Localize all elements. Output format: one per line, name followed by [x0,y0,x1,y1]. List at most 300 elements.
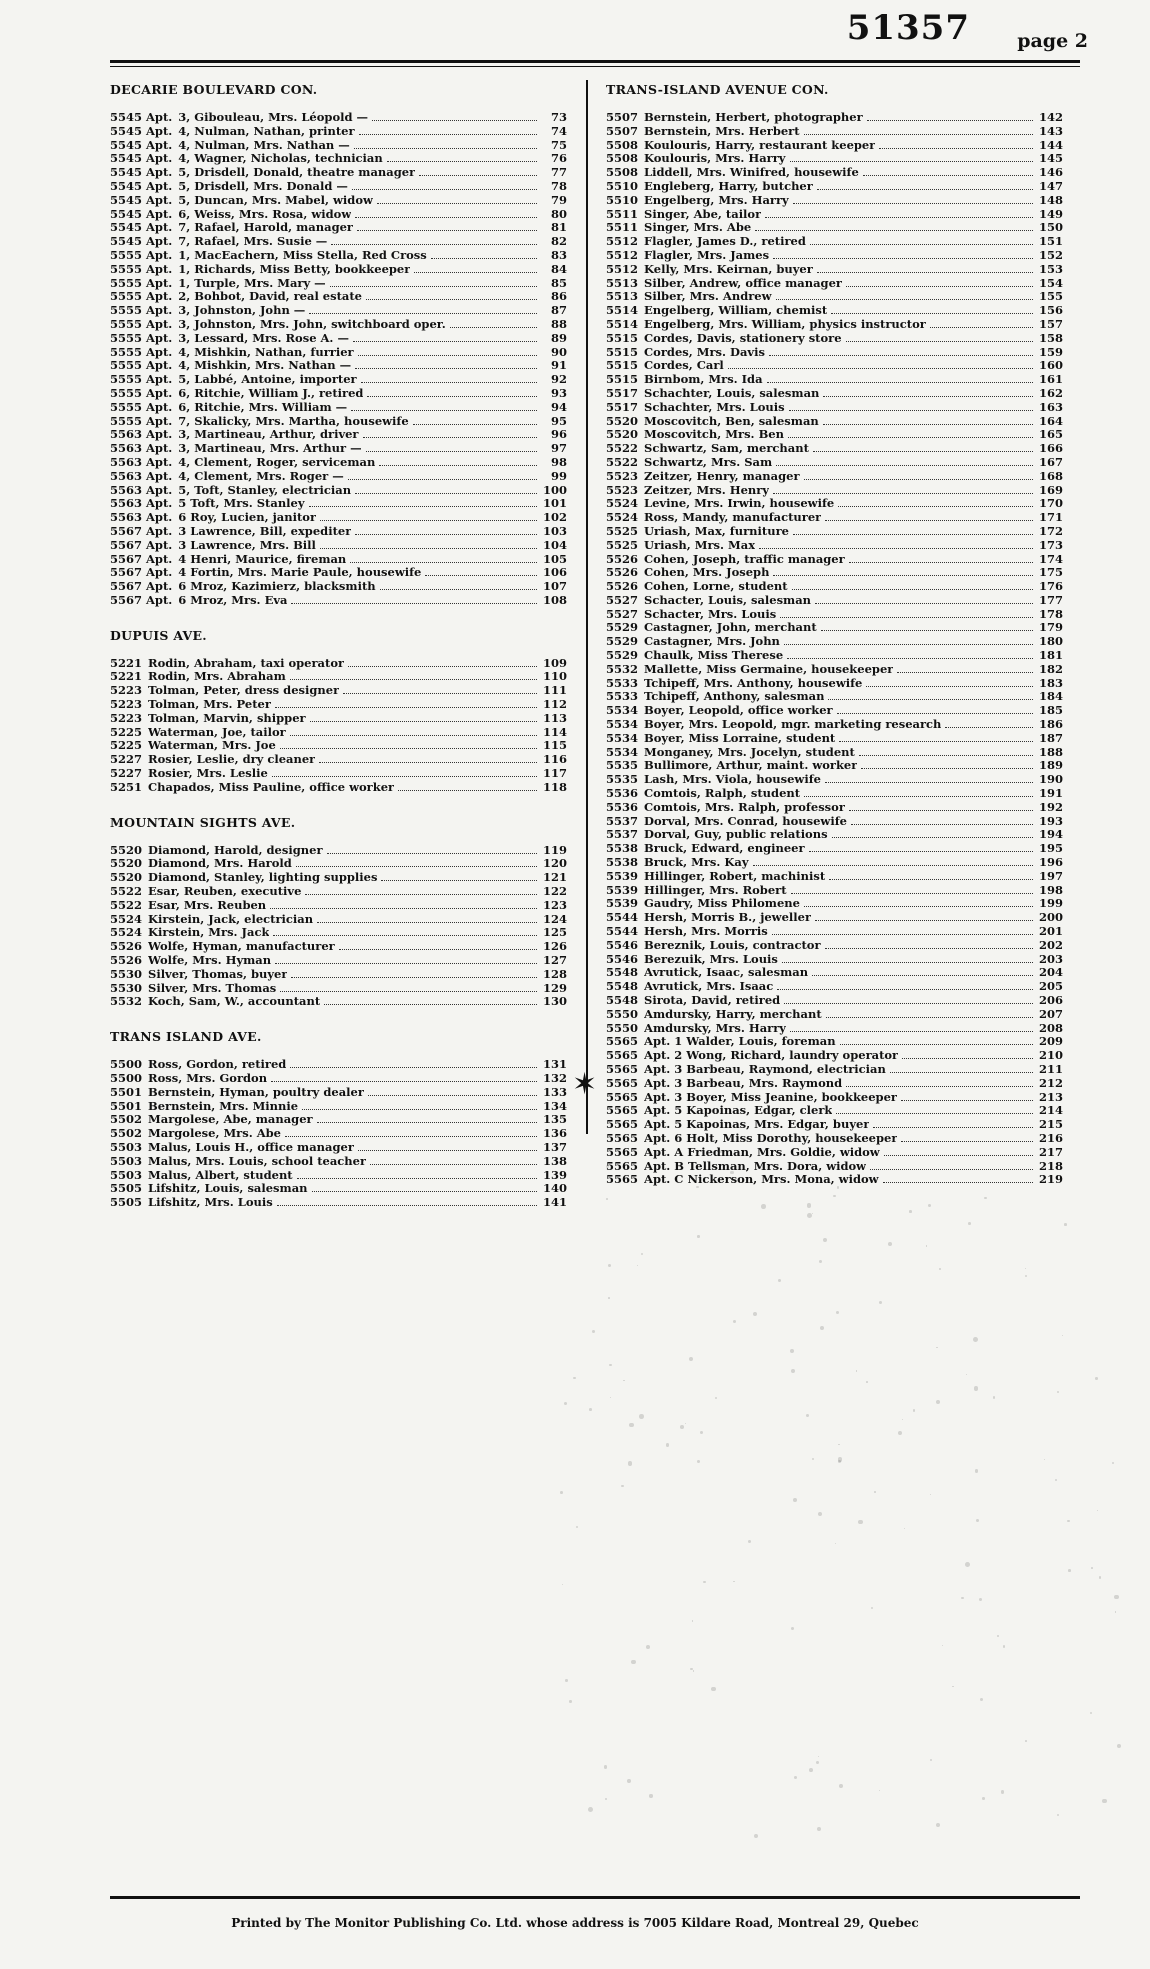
dot-leader [831,304,1033,314]
paper-speck [839,1784,843,1788]
dot-leader [773,249,1033,259]
dot-leader [331,235,537,245]
dot-leader [776,456,1033,466]
directory-entry [110,1113,567,1127]
entry-address: 5555 Apt. [110,316,173,331]
entry-number: 139 [542,1167,567,1182]
directory-entry [110,456,567,470]
directory-entry [606,428,1063,442]
directory-entry [606,221,1063,235]
dot-leader [310,712,537,722]
paper-speck [993,1396,995,1398]
dot-leader [270,899,537,909]
entry-address: 5527 [606,606,639,621]
entry-number: 193 [1038,813,1063,828]
directory-entry [110,726,567,740]
dot-leader [317,1113,537,1123]
entry-name: 6 Roy, Lucien, janitor [178,511,317,525]
paper-speck [913,1409,915,1411]
entry-address: 5555 Apt. [110,344,173,359]
entry-address: 5550 [606,1006,639,1021]
entry-address: 5563 Apt. [110,482,173,497]
entry-number: 135 [542,1112,567,1127]
paper-speck [715,1397,717,1399]
directory-entry [606,359,1063,373]
entry-number: 182 [1038,661,1063,676]
entry-number: 131 [542,1057,567,1072]
entry-name: Boyer, Miss Lorraine, student [644,731,836,745]
paper-speck [936,1347,938,1349]
entry-address: 5530 [110,980,143,995]
entry-number: 97 [550,441,567,456]
directory-entry [606,511,1063,525]
entry-name: Bereznik, Louis, contractor [644,938,821,952]
entry-number: 88 [550,316,567,331]
entry-name: Wolfe, Hyman, manufacturer [148,940,335,954]
entry-name: 3, Martineau, Mrs. Arthur — [178,442,362,456]
entry-name: Apt. 3 Barbeau, Raymond, electrician [644,1062,886,1076]
entry-number: 79 [550,192,567,207]
dot-leader [425,566,537,576]
dot-leader [826,1008,1033,1018]
entry-number: 101 [542,496,567,511]
entry-address: 5546 [606,951,639,966]
directory-entry [606,663,1063,677]
directory-entry [606,263,1063,277]
dot-leader [815,911,1033,921]
entry-name: Apt. 1 Walder, Louis, foreman [644,1035,836,1049]
dot-leader [838,497,1033,507]
entry-number: 102 [542,510,567,525]
dot-leader [275,954,537,964]
entry-name: Avrutick, Isaac, salesman [644,966,809,980]
entry-number: 121 [542,870,567,885]
street-section [606,82,1063,1187]
entry-address: 5545 Apt. [110,192,173,207]
paper-speck [980,1698,983,1701]
entry-address: 5565 [606,1144,639,1159]
directory-entry [110,1141,567,1155]
directory-entry [110,277,567,291]
street-heading: DECARIE BOULEVARD CON. [110,82,318,97]
entry-address: 5525 [606,537,639,552]
entry-address: 5555 Apt. [110,413,173,428]
entry-name: Bruck, Mrs. Kay [644,856,749,870]
paper-speck [818,1512,823,1517]
entry-number: 171 [1038,510,1063,525]
directory-list [110,1058,567,1210]
paper-speck [1117,1744,1121,1748]
directory-entry [606,980,1063,994]
dot-leader [867,111,1033,121]
paper-speck [818,1756,819,1757]
entry-address: 5545 Apt. [110,220,173,235]
directory-entry [606,346,1063,360]
dot-leader [431,249,537,259]
paper-speck [1099,1576,1101,1578]
dot-leader [767,373,1033,383]
entry-address: 5524 [606,496,639,511]
directory-entry [110,857,567,871]
directory-entry [606,939,1063,953]
entry-address: 5503 [110,1167,143,1182]
paper-speck [968,1222,971,1225]
paper-speck [975,1469,978,1472]
dot-leader [319,753,537,763]
dot-leader [846,1077,1033,1087]
entry-number: 145 [1038,151,1063,166]
entry-number: 181 [1038,648,1063,663]
left-column [110,78,567,1230]
directory-entry [110,194,567,208]
entry-name: 6 Mroz, Kazimierz, blacksmith [178,580,376,594]
entry-address: 5555 Apt. [110,289,173,304]
entry-address: 5539 [606,882,639,897]
dot-leader [355,484,537,494]
directory-entry [110,739,567,753]
entry-name: Engleberg, Harry, butcher [644,179,813,193]
directory-entry [110,525,567,539]
entry-number: 194 [1038,827,1063,842]
entry-number: 77 [550,165,567,180]
entry-name: Singer, Mrs. Abe [644,221,752,235]
dot-leader [305,885,537,895]
entry-address: 5563 Apt. [110,468,173,483]
entry-number: 183 [1038,675,1063,690]
entry-number: 158 [1038,330,1063,345]
dot-leader [271,1072,537,1082]
entry-name: 4, Clement, Roger, serviceman [178,455,376,469]
entry-name: Silber, Mrs. Andrew [644,290,772,304]
entry-name: Koulouris, Mrs. Harry [644,152,786,166]
directory-entry [110,304,567,318]
directory-entry [110,670,567,684]
entry-number: 156 [1038,303,1063,318]
entry-name: 3 Lawrence, Mrs. Bill [178,538,316,552]
paper-speck [939,1268,941,1270]
entry-number: 205 [1038,979,1063,994]
entry-address: 5508 [606,165,639,180]
entry-name: Koch, Sam, W., accountant [148,995,321,1009]
entry-number: 203 [1038,951,1063,966]
directory-entry [110,442,567,456]
entry-address: 5221 [110,655,143,670]
entry-number: 168 [1038,468,1063,483]
entry-number: 208 [1038,1020,1063,1035]
entry-name: Ross, Mandy, manufacturer [644,511,822,525]
entry-name: Sirota, David, retired [644,994,781,1007]
entry-number: 195 [1038,841,1063,856]
page-label: page 2 [1017,30,1088,52]
entry-address: 5563 Apt. [110,496,173,511]
dot-leader [776,290,1033,300]
dot-leader [846,332,1033,342]
entry-number: 92 [550,372,567,387]
directory-entry [606,125,1063,139]
dot-leader [380,580,537,590]
paper-speck [961,1597,963,1599]
entry-number: 201 [1038,924,1063,939]
entry-name: 1, Turple, Mrs. Mary — [178,276,326,290]
entry-number: 124 [542,911,567,926]
directory-entry [110,1086,567,1100]
paper-speck [835,1543,836,1544]
entry-address: 5500 [110,1057,143,1072]
entry-number: 172 [1038,523,1063,538]
entry-name: Zeitzer, Mrs. Henry [644,483,770,497]
entry-name: Schacter, Mrs. Louis [644,607,777,621]
dot-leader [414,263,537,273]
directory-entry [606,1118,1063,1132]
entry-address: 5555 Apt. [110,372,173,387]
dot-leader [901,1091,1033,1101]
entry-name: 7, Rafael, Harold, manager [178,221,353,235]
entry-name: Levine, Mrs. Irwin, housewife [644,497,835,511]
entry-address: 5512 [606,234,639,249]
dot-leader [363,428,538,438]
entry-address: 5223 [110,683,143,698]
paper-speck [1003,1645,1005,1647]
entry-address: 5525 [606,523,639,538]
dot-leader [354,139,537,149]
entry-name: Engelberg, William, chemist [644,304,828,318]
entry-number: 111 [542,683,567,698]
dot-leader [809,842,1033,852]
dot-leader [398,781,537,791]
dot-leader [358,1141,537,1151]
entry-address: 5514 [606,316,639,331]
entry-address: 5223 [110,710,143,725]
dot-leader [784,635,1033,645]
dot-leader [861,759,1033,769]
paper-speck [819,1260,822,1263]
paper-speck [1090,1712,1093,1715]
entry-number: 104 [542,537,567,552]
directory-entry [110,580,567,594]
entry-number: 212 [1038,1075,1063,1090]
dot-leader [902,1049,1033,1059]
dot-leader [825,939,1033,949]
entry-number: 167 [1038,454,1063,469]
paper-speck [866,1381,868,1383]
entry-address: 5545 Apt. [110,234,173,249]
entry-name: 3, Johnston, John — [178,304,306,318]
directory-entry [110,511,567,525]
directory-entry [110,553,567,567]
directory-entry [110,263,567,277]
entry-name: Gaudry, Miss Philomene [644,897,800,911]
entry-number: 86 [550,289,567,304]
entry-address: 5515 [606,358,639,373]
entry-number: 89 [550,330,567,345]
entry-number: 84 [550,261,567,276]
dot-leader [772,925,1033,935]
directory-entry [606,773,1063,787]
directory-entry [606,235,1063,249]
entry-number: 103 [542,523,567,538]
directory-entry [606,304,1063,318]
directory-entry [110,926,567,940]
paper-speck [730,1171,733,1174]
directory-entry [606,208,1063,222]
entry-number: 184 [1038,689,1063,704]
paper-speck [836,1311,840,1315]
paper-speck [606,1198,608,1200]
entry-number: 197 [1038,868,1063,883]
entry-address: 5545 Apt. [110,110,173,124]
entry-address: 5567 Apt. [110,579,173,594]
directory-entry [606,677,1063,691]
paper-speck [976,1519,979,1522]
directory-entry [606,690,1063,704]
entry-number: 177 [1038,592,1063,607]
entry-address: 5534 [606,744,639,759]
entry-name: Boyer, Leopold, office worker [644,704,833,718]
entry-address: 5538 [606,855,639,870]
dot-leader [804,787,1033,797]
directory-entry [110,1127,567,1141]
entry-address: 5563 Apt. [110,427,173,442]
dot-leader [320,539,537,549]
entry-number: 151 [1038,234,1063,249]
entry-number: 178 [1038,606,1063,621]
entry-number: 108 [542,592,567,607]
dot-leader [759,539,1033,549]
dot-leader [355,525,537,535]
dot-leader [836,1104,1033,1114]
directory-entry [110,767,567,781]
dot-leader [330,277,537,287]
paper-speck [816,1761,819,1764]
entry-address: 5501 [110,1098,143,1113]
entry-address: 5563 Apt. [110,510,173,525]
entry-number: 162 [1038,385,1063,400]
dot-leader [755,221,1033,231]
entry-address: 5515 [606,372,639,387]
entry-name: Bernstein, Mrs. Herbert [644,124,800,138]
entry-number: 106 [542,565,567,580]
paper-speck [794,1776,797,1779]
entry-number: 109 [542,655,567,670]
directory-list [110,111,567,608]
entry-name: Kirstein, Jack, electrician [148,912,314,926]
dot-leader [280,739,537,749]
entry-number: 94 [550,399,567,414]
dot-leader [793,194,1033,204]
dot-leader [879,139,1033,149]
paper-speck [791,1627,795,1631]
entry-number: 155 [1038,289,1063,304]
dot-leader [339,940,537,950]
entry-name: Hersh, Mrs. Morris [644,925,768,939]
entry-address: 5505 [110,1181,143,1196]
paper-speck [573,1377,575,1379]
entry-name: Monganey, Mrs. Jocelyn, student [644,745,855,759]
entry-number: 127 [542,953,567,968]
paper-speck [690,1668,692,1670]
entry-number: 137 [542,1140,567,1154]
directory-entry [606,387,1063,401]
entry-address: 5535 [606,758,639,773]
dot-leader [350,553,537,563]
entry-name: Rodin, Mrs. Abraham [148,670,286,684]
paper-speck [631,1660,635,1664]
entry-name: 5, Duncan, Mrs. Mabel, widow [178,193,373,207]
directory-entry [110,982,567,996]
directory-entry [110,995,567,1009]
entry-name: 3, Johnston, Mrs. John, switchboard oper. [178,317,446,331]
dot-leader [317,913,537,923]
dot-leader [773,484,1033,494]
entry-name: Dorval, Guy, public relations [644,828,828,842]
entry-address: 5510 [606,178,639,193]
dot-leader [837,704,1033,714]
entry-address: 5565 [606,1172,639,1187]
entry-name: Malus, Louis H., office manager [148,1141,354,1154]
entry-name: Castagner, Mrs. John [644,635,780,649]
entry-address: 5533 [606,675,639,690]
directory-entry [606,166,1063,180]
entry-address: 5536 [606,786,639,801]
directory-entry [606,704,1063,718]
entry-number: 180 [1038,634,1063,649]
entry-number: 83 [550,247,567,262]
dot-leader [753,856,1033,866]
entry-name: Esar, Mrs. Reuben [148,898,267,912]
entry-number: 85 [550,275,567,290]
dot-leader [790,1022,1033,1032]
entry-address: 5534 [606,703,639,718]
entry-address: 5524 [110,911,143,926]
entry-name: Dorval, Mrs. Conrad, housewife [644,814,847,828]
paper-speck [928,1204,931,1207]
paper-speck [1025,1275,1027,1277]
directory-entry [110,781,567,795]
entry-number: 191 [1038,786,1063,801]
directory-entry [110,539,567,553]
entry-name: Hillinger, Robert, machinist [644,869,826,883]
entry-number: 132 [542,1071,567,1086]
dot-leader [348,470,537,480]
entry-number: 199 [1038,896,1063,911]
paper-speck [623,1380,624,1381]
directory-entry [110,235,567,249]
document-number: 51357 [846,8,970,48]
paper-speck [807,1213,812,1218]
directory-entry [606,456,1063,470]
entry-number: 78 [550,178,567,193]
entry-address: 5225 [110,724,143,739]
entry-name: Apt. C Nickerson, Mrs. Mona, widow [644,1173,879,1187]
dot-leader [791,884,1033,894]
paper-speck [589,1408,592,1411]
entry-name: Apt. 6 Holt, Miss Dorothy, housekeeper [644,1131,898,1145]
directory-entry [606,484,1063,498]
entry-address: 5545 Apt. [110,123,173,138]
bottom-rule [110,1896,1080,1899]
entry-number: 75 [550,137,567,152]
entry-address: 5565 [606,1061,639,1076]
entry-number: 107 [542,579,567,594]
entry-name: Castagner, John, merchant [644,621,817,635]
paper-speck [637,1265,638,1266]
paper-speck [748,1540,751,1543]
dot-leader [277,1196,537,1206]
entry-name: Hersh, Morris B., jeweller [644,911,812,925]
entry-number: 186 [1038,717,1063,732]
paper-speck [966,1374,967,1375]
entry-name: Amdursky, Mrs. Harry [644,1021,786,1035]
